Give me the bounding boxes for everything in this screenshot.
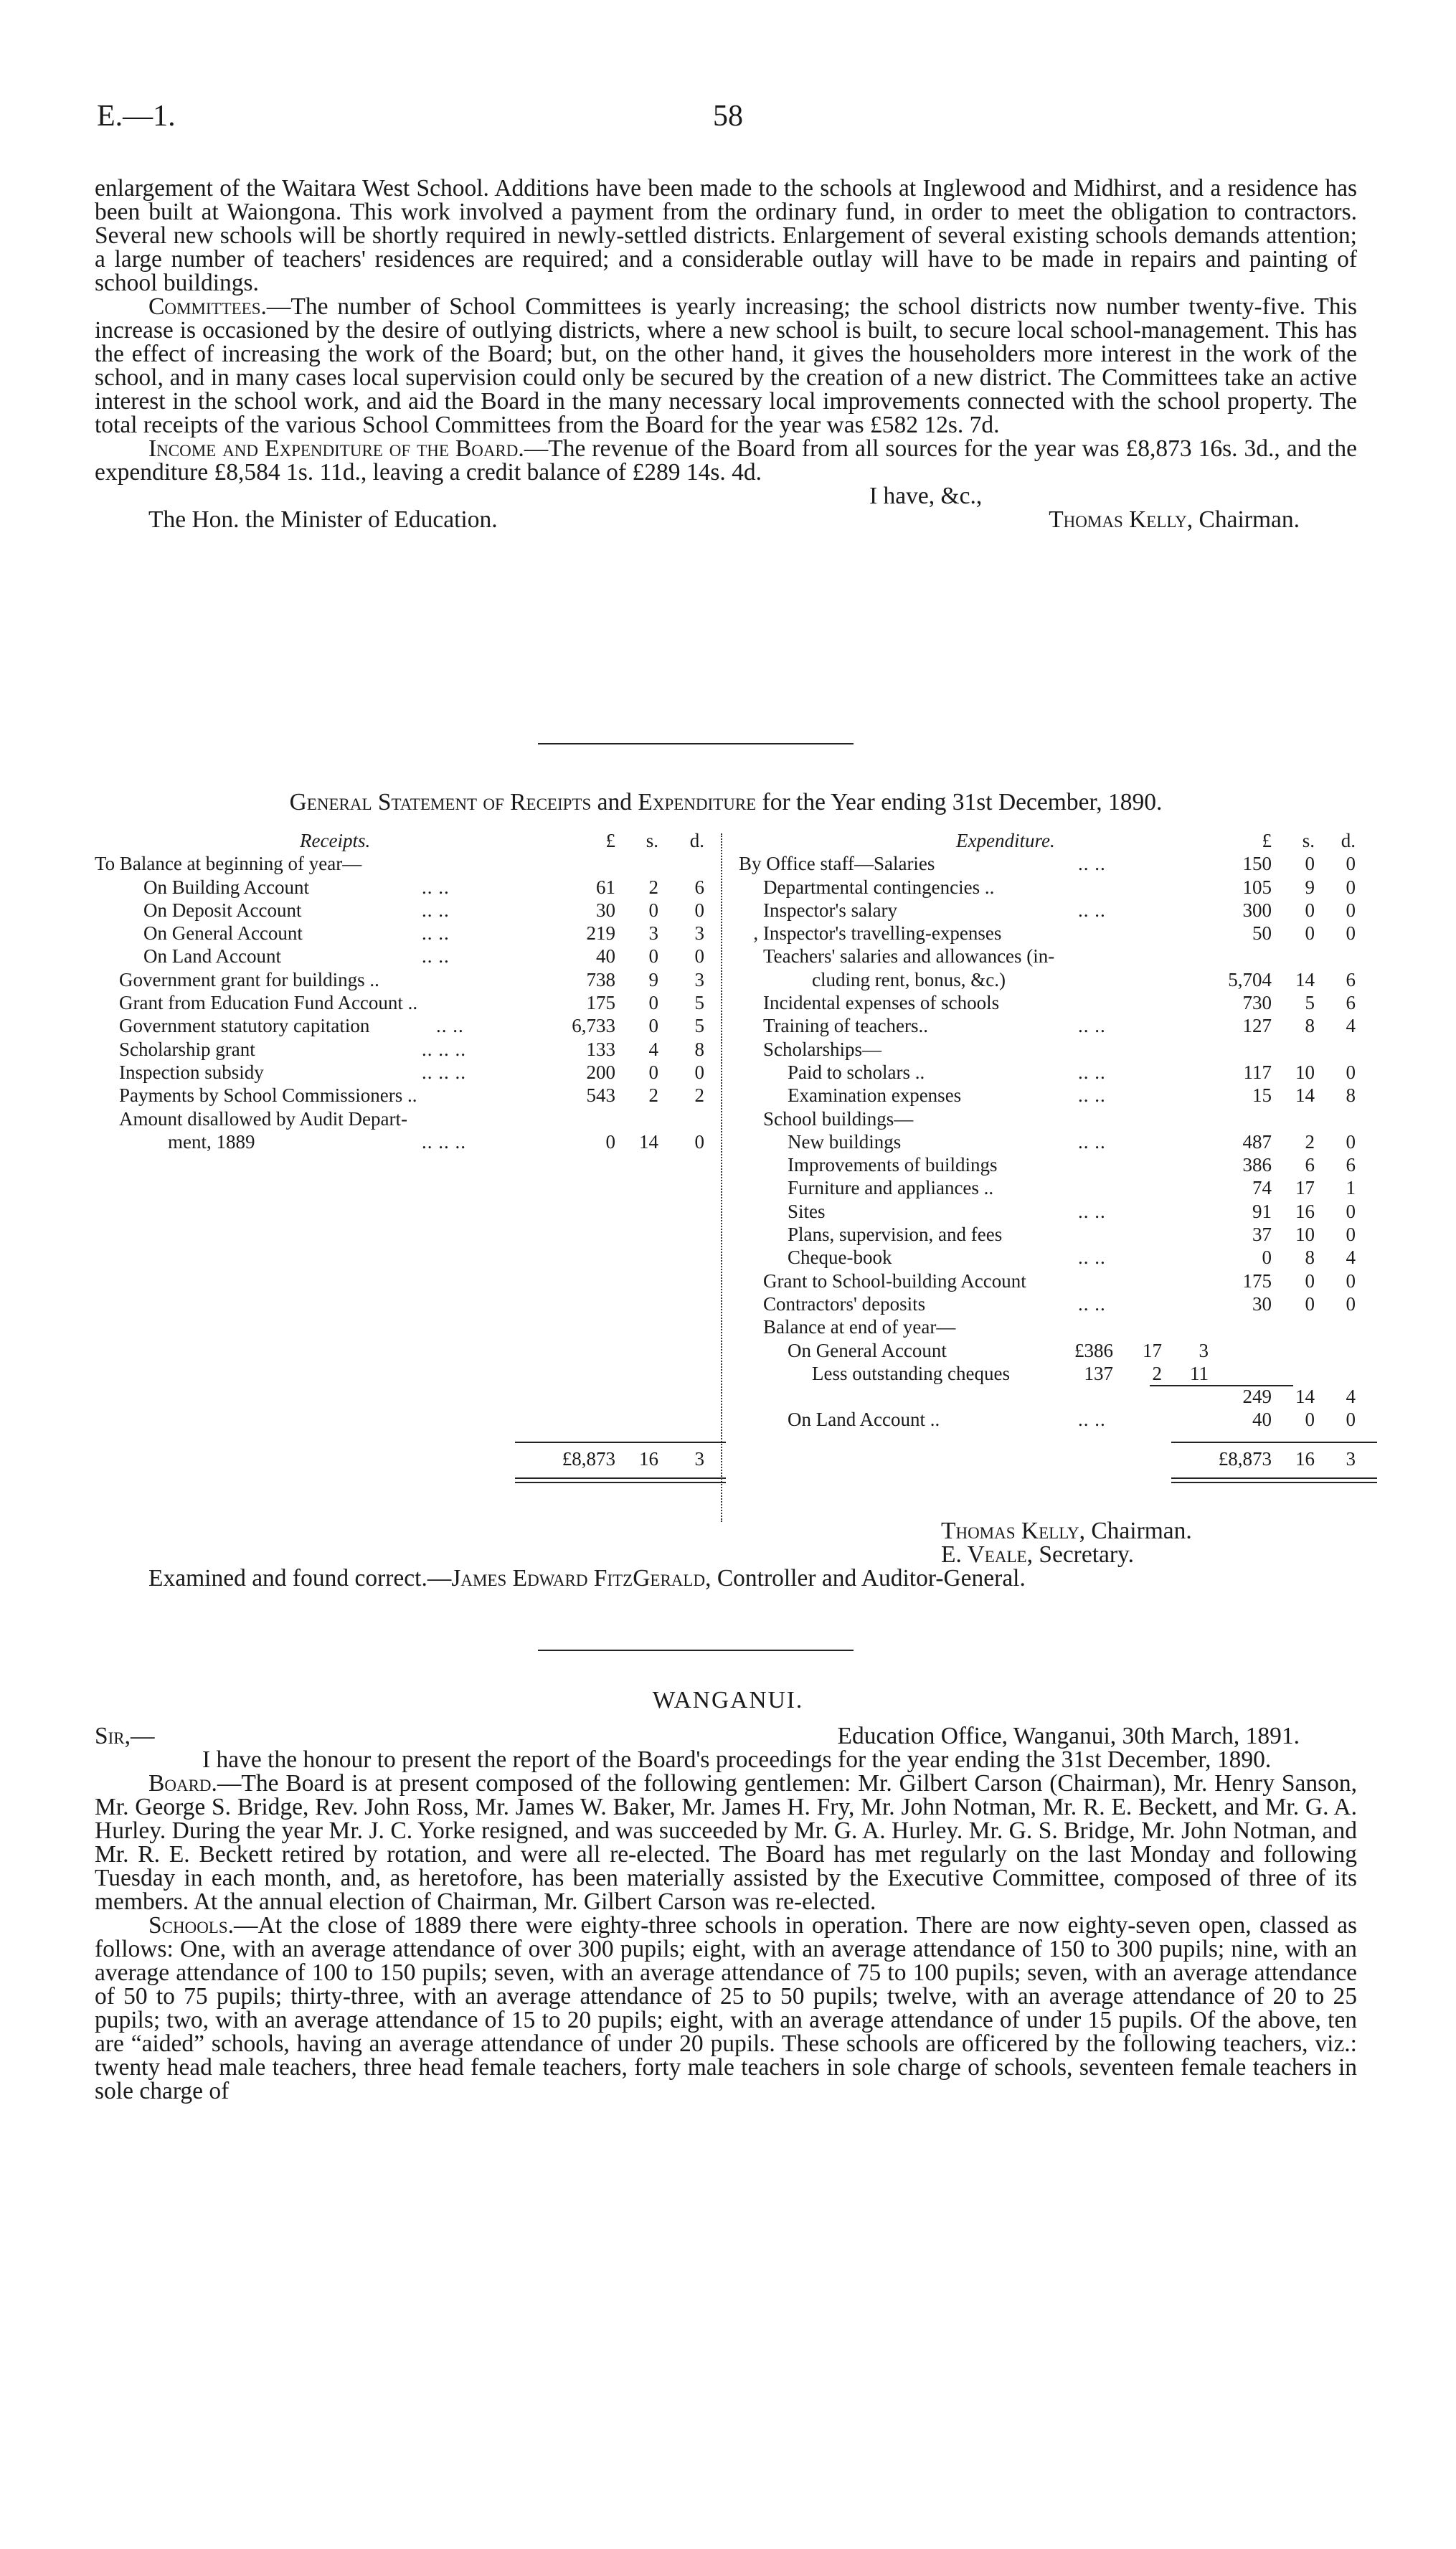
receipts-row xyxy=(95,1038,712,1061)
expenditure-row xyxy=(739,1408,1356,1431)
expenditure-row-value-1: 10 xyxy=(1295,1224,1315,1246)
expenditure-heading: Expenditure. xyxy=(956,830,1055,851)
expenditure-row-label: Sites xyxy=(788,1200,826,1222)
expenditure-row-value-2: 0 xyxy=(1346,1200,1356,1222)
page-header xyxy=(97,99,1359,142)
receipts-row-label: Government grant for buildings .. xyxy=(119,968,379,990)
expenditure-row xyxy=(739,1339,1356,1362)
expenditure-row-inner-1: 17 xyxy=(1143,1339,1162,1361)
receipts-double-rule xyxy=(515,1477,726,1483)
expenditure-row-value-2: 0 xyxy=(1346,1130,1356,1153)
income-text: —The revenue of the Board from all sources for the year was £8,873 16s. 3d., and the expenditure £8,584 1s. 11d., leaving a credit balance of £289 14s. 4d. xyxy=(95,435,1357,486)
expenditure-row-value-1: 9 xyxy=(1305,876,1315,898)
secretary-signature xyxy=(95,1543,1321,1566)
expenditure-row-value-1: 6 xyxy=(1305,1154,1315,1176)
audit-line xyxy=(95,1566,1321,1590)
expenditure-row-inner-0: £386 xyxy=(1074,1339,1113,1361)
receipts-row xyxy=(95,1061,712,1084)
expenditure-row-value-2: 0 xyxy=(1346,1269,1356,1292)
chairman-name: Thomas Kelly xyxy=(941,1518,1079,1544)
dateline: Education Office, Wanganui, 30th March, 1891. xyxy=(837,1723,1300,1749)
statement-title-b: and xyxy=(591,789,638,815)
receipts-row-value-1: 0 xyxy=(648,899,658,921)
expenditure-row-leader: .. .. xyxy=(1078,1409,1106,1431)
receipts-row-leader: .. .. .. xyxy=(422,1130,466,1153)
receipts-row-value-2: 8 xyxy=(694,1038,704,1060)
receipts-row-value-0: 61 xyxy=(596,876,615,898)
expenditure-row xyxy=(739,991,1356,1014)
expenditure-row-value-0: 74 xyxy=(1252,1177,1272,1199)
receipts-heading: Receipts. xyxy=(300,830,371,851)
statement-title-d: for the Year ending 31st December, 1890. xyxy=(756,789,1163,815)
expenditure-row-value-0: 127 xyxy=(1242,1015,1272,1037)
expenditure-row xyxy=(739,922,1356,945)
expenditure-row-value-2: 0 xyxy=(1346,1292,1356,1315)
receipts-column xyxy=(95,829,712,1483)
expenditure-row-value-2: 6 xyxy=(1346,1154,1356,1176)
receipts-row-label: On Building Account xyxy=(143,876,309,898)
receipts-row-label: Amount disallowed by Audit Depart- xyxy=(119,1107,407,1130)
expenditure-row-inner-2: 11 xyxy=(1190,1362,1209,1384)
expenditure-row-value-0: 15 xyxy=(1252,1084,1272,1107)
receipts-row xyxy=(95,1014,712,1037)
expenditure-row-value-0: 730 xyxy=(1242,992,1272,1014)
expenditure-row xyxy=(739,1385,1356,1408)
receipts-row-value-0: 0 xyxy=(605,1130,615,1153)
expenditure-currency-0: £ xyxy=(1262,830,1272,851)
receipts-row-value-1: 2 xyxy=(648,1084,658,1107)
statement-title-c: Expenditure xyxy=(638,789,757,815)
expenditure-row-value-2: 0 xyxy=(1346,1224,1356,1246)
expenditure-row-value-2: 4 xyxy=(1346,1015,1356,1037)
receipts-row-leader: .. .. xyxy=(422,922,450,945)
expenditure-row-leader: .. .. xyxy=(1078,1247,1106,1269)
receipts-row-value-1: 0 xyxy=(648,945,658,968)
expenditure-row-value-2: 6 xyxy=(1346,968,1356,990)
board-heading: Board. xyxy=(148,1770,217,1797)
expenditure-row-leader: .. .. xyxy=(1078,1061,1106,1083)
expenditure-row xyxy=(739,1107,1356,1130)
receipts-row-value-2: 0 xyxy=(694,899,704,921)
expenditure-row-leader: .. .. xyxy=(1078,1015,1106,1037)
expenditure-row-label: Training of teachers.. xyxy=(763,1015,928,1037)
expenditure-row xyxy=(739,1084,1356,1107)
expenditure-row xyxy=(739,968,1356,991)
receipts-row-label: To Balance at beginning of year— xyxy=(95,853,362,875)
expenditure-row-value-2: 1 xyxy=(1346,1177,1356,1199)
receipts-row-value-1: 0 xyxy=(648,1061,658,1083)
expenditure-currency-1: s. xyxy=(1302,830,1315,851)
expenditure-row xyxy=(739,1292,1356,1315)
expenditure-row-value-0: 117 xyxy=(1243,1061,1272,1083)
expenditure-row-value-1: 8 xyxy=(1305,1015,1315,1037)
expenditure-row-label: , Inspector's travelling-expenses xyxy=(753,922,1002,945)
auditor-name: James Edward FitzGerald xyxy=(451,1565,706,1592)
expenditure-row-leader: .. .. xyxy=(1078,1130,1106,1153)
body-top xyxy=(95,176,1357,531)
receipts-row-label: ment, 1889 xyxy=(168,1130,255,1153)
expenditure-row-value-1: 0 xyxy=(1305,1292,1315,1315)
expenditure-row-label: Examination expenses xyxy=(788,1084,962,1107)
expenditure-row-leader: .. .. xyxy=(1078,1084,1106,1107)
receipts-row xyxy=(95,968,712,991)
expenditure-row-value-0: 105 xyxy=(1242,876,1272,898)
expenditure-row xyxy=(739,876,1356,899)
wanganui-heading: WANGANUI. xyxy=(652,1687,804,1713)
expenditure-row-value-1: 5 xyxy=(1305,992,1315,1014)
expenditure-subtotal-rule xyxy=(1150,1385,1293,1386)
expenditure-row-value-1: 2 xyxy=(1305,1130,1315,1153)
receipts-spacer xyxy=(95,1153,712,1442)
expenditure-row-value-0: 91 xyxy=(1252,1200,1272,1222)
receipts-row-value-1: 4 xyxy=(648,1038,658,1060)
report-code: E.—1. xyxy=(97,100,176,133)
expenditure-currency-2: d. xyxy=(1341,830,1356,851)
expenditure-row xyxy=(739,1269,1356,1292)
chairman-signature xyxy=(95,1519,1321,1543)
receipts-row-value-2: 0 xyxy=(694,945,704,968)
paragraph-buildings: enlargement of the Waitara West School. Additions have been made to the schools at Inglewood and Midhirst, and a residence has been built at Waiongona. This work involved a payment from the ordinary fund, in order to meet the obligation to contractors. Several new schools will be shortly required in newly-settled districts. Enlargement of several existing schools demands attention; a large number of teachers' residences are required; and a considerable outlay will have to be made in repairs and painting of school buildings. xyxy=(95,175,1357,296)
expenditure-row-value-1: 14 xyxy=(1295,1386,1315,1408)
expenditure-row-value-2: 0 xyxy=(1346,876,1356,898)
receipts-row-label: Government statutory capitation xyxy=(119,1015,370,1037)
expenditure-row-value-0: 386 xyxy=(1242,1154,1272,1176)
expenditure-total-2: 3 xyxy=(1346,1447,1356,1470)
expenditure-row-inner-2: 3 xyxy=(1199,1339,1209,1361)
receipts-row-value-2: 0 xyxy=(694,1061,704,1083)
receipts-row xyxy=(95,991,712,1014)
expenditure-row-label: Furniture and appliances .. xyxy=(788,1177,994,1199)
schools-heading: Schools. xyxy=(148,1912,235,1939)
expenditure-row xyxy=(739,1038,1356,1061)
signature-line xyxy=(95,508,1357,531)
section-rule xyxy=(538,743,854,744)
expenditure-row-label: Grant to School-building Account xyxy=(763,1269,1026,1292)
receipts-row xyxy=(95,899,712,922)
expenditure-row-value-0: 300 xyxy=(1242,899,1272,921)
receipts-row-value-0: 738 xyxy=(586,968,615,990)
receipts-row xyxy=(95,1130,712,1153)
section-rule-2 xyxy=(538,1650,854,1651)
receipts-row-label: Inspection subsidy xyxy=(119,1061,264,1083)
receipts-row-leader: .. .. .. xyxy=(422,1038,466,1060)
expenditure-row-value-1: 0 xyxy=(1305,899,1315,921)
expenditure-row xyxy=(739,1362,1356,1385)
expenditure-row xyxy=(739,945,1356,968)
receipts-row-value-2: 3 xyxy=(694,922,704,945)
chairman-role: , Chairman. xyxy=(1079,1518,1192,1544)
receipts-total-1: 16 xyxy=(639,1447,658,1470)
salutation: Sir,— xyxy=(95,1723,155,1749)
expenditure-row-label: On Land Account .. xyxy=(788,1409,940,1431)
receipts-currency-1: s. xyxy=(646,830,658,851)
receipts-row-label: Scholarship grant xyxy=(119,1038,255,1060)
expenditure-row-value-1: 0 xyxy=(1305,922,1315,945)
expenditure-row-label: Incidental expenses of schools xyxy=(763,992,1000,1014)
audit-line-a: Examined and found correct.— xyxy=(148,1565,452,1592)
receipts-row xyxy=(95,876,712,899)
receipts-row-value-0: 200 xyxy=(586,1061,615,1083)
receipts-row-value-0: 133 xyxy=(586,1038,615,1060)
paragraph-intro: I have the honour to present the report of the Board's proceedings for the year ending the 31st December, 1890. xyxy=(202,1746,1272,1773)
expenditure-row-value-1: 0 xyxy=(1305,1269,1315,1292)
receipts-row-label: On Land Account xyxy=(143,945,281,968)
paragraph-committees xyxy=(95,295,1357,437)
receipts-currency-2: d. xyxy=(689,830,704,851)
expenditure-row xyxy=(739,1130,1356,1153)
expenditure-row-label: Teachers' salaries and allowances (in- xyxy=(763,945,1055,968)
expenditure-row-value-2: 8 xyxy=(1346,1084,1356,1107)
expenditure-row-value-0: 50 xyxy=(1252,922,1272,945)
expenditure-total-row xyxy=(739,1447,1356,1470)
expenditure-row-value-1: 8 xyxy=(1305,1247,1315,1269)
expenditure-row-label: On General Account xyxy=(788,1339,947,1361)
expenditure-row-value-0: 5,704 xyxy=(1228,968,1272,990)
expenditure-total-rule xyxy=(1171,1442,1377,1443)
expenditure-row-value-1: 14 xyxy=(1295,1084,1315,1107)
expenditure-row-label: Scholarships— xyxy=(763,1038,881,1060)
expenditure-row-value-2: 0 xyxy=(1346,1061,1356,1083)
expenditure-row-inner-1: 2 xyxy=(1152,1362,1162,1384)
expenditure-row-value-0: 40 xyxy=(1252,1409,1272,1431)
expenditure-row-label: Inspector's salary xyxy=(763,899,898,921)
expenditure-row-value-0: 0 xyxy=(1262,1247,1272,1269)
receipts-row-value-0: 40 xyxy=(596,945,615,968)
committees-text: —The number of School Committees is yearly increasing; the school districts now number twenty-five. This increase is occasioned by the desire of outlying districts, where a new school is built, to secure local school-management. This has the effect of increasing the work of the Board; but, on the other hand, it gives the householders more interest in the work of the school, and in many cases local supervision could only be secured by the creation of a new district. The Committees take an active interest in the school work, and aid the Board in the many necessary local improvements connected with the school property. The total receipts of the various School Committees from the Board for the year was £582 12s. 7d. xyxy=(95,293,1357,438)
expenditure-row xyxy=(739,899,1356,922)
expenditure-row xyxy=(739,1200,1356,1223)
receipts-row-value-2: 0 xyxy=(694,1130,704,1153)
expenditure-row-leader: .. .. xyxy=(1078,899,1106,921)
expenditure-row-label: Contractors' deposits xyxy=(763,1292,926,1315)
expenditure-double-rule xyxy=(1171,1477,1377,1483)
receipts-row-label: Payments by School Commissioners .. xyxy=(119,1084,417,1107)
expenditure-row xyxy=(739,1176,1356,1199)
expenditure-heading-row xyxy=(739,829,1356,852)
receipts-row xyxy=(95,1084,712,1107)
expenditure-row-label: Balance at end of year— xyxy=(763,1316,956,1338)
expenditure-row-value-1: 16 xyxy=(1295,1200,1315,1222)
receipts-row-value-2: 2 xyxy=(694,1084,704,1107)
receipts-row-label: On General Account xyxy=(143,922,303,945)
receipts-row-value-2: 5 xyxy=(694,1015,704,1037)
expenditure-row-value-2: 0 xyxy=(1346,853,1356,875)
paragraph-board xyxy=(95,1772,1357,1914)
signatures-block xyxy=(95,1519,1321,1590)
expenditure-row-value-1: 17 xyxy=(1295,1177,1315,1199)
expenditure-row-label: School buildings— xyxy=(763,1107,914,1130)
receipts-row-value-1: 2 xyxy=(648,876,658,898)
expenditure-row-value-2: 4 xyxy=(1346,1247,1356,1269)
column-divider xyxy=(721,833,722,1522)
receipts-row-value-0: 543 xyxy=(586,1084,615,1107)
receipts-row-value-1: 3 xyxy=(648,922,658,945)
body-wanganui xyxy=(95,1724,1357,2103)
auditor-role: , Controller and Auditor-General. xyxy=(705,1565,1026,1592)
expenditure-row-value-2: 4 xyxy=(1346,1386,1356,1408)
expenditure-row xyxy=(739,1014,1356,1037)
closing-phrase: I have, &c., xyxy=(869,483,983,509)
expenditure-total-1: 16 xyxy=(1295,1447,1315,1470)
signatory-role: , Chairman. xyxy=(1186,506,1300,533)
expenditure-row-label: By Office staff—Salaries xyxy=(739,853,935,875)
board-text: —The Board is at present composed of the following gentlemen: Mr. Gilbert Carson (Chairman), Mr. Henry Sanson, Mr. George S. Bridge, Rev. John Ross, Mr. James W. Baker, Mr. James H. Fry, Mr. John Notman, Mr. R. E. Beckett, and Mr. G. A. Hurley. During the year Mr. J. C. Yorke resigned, and was succeeded by Mr. G. A. Hurley. Mr. G. S. Bridge, Mr. John Notman, and Mr. R. E. Beckett retired by rotation, and were all re-elected. The Board has met regularly on the last Monday and following Tuesday in each month, and, as heretofore, has been materially assisted by the Executive Committee, composed of three of its members. At the annual election of Chairman, Mr. Gilbert Carson was re-elected. xyxy=(95,1770,1357,1915)
receipts-total-row xyxy=(95,1447,712,1470)
expenditure-row-value-1: 0 xyxy=(1305,1409,1315,1431)
receipts-row-leader: .. .. xyxy=(422,899,450,921)
receipts-row-label: On Deposit Account xyxy=(143,899,302,921)
receipts-row xyxy=(95,945,712,968)
expenditure-column xyxy=(739,829,1356,1483)
expenditure-row-value-2: 6 xyxy=(1346,992,1356,1014)
expenditure-row-label: Less outstanding cheques xyxy=(812,1362,1010,1384)
expenditure-row-label: Departmental contingencies .. xyxy=(763,876,995,898)
receipts-row-value-2: 6 xyxy=(694,876,704,898)
receipts-row-label: Grant from Education Fund Account .. xyxy=(119,992,418,1014)
expenditure-row-value-0: 249 xyxy=(1242,1386,1272,1408)
receipts-row-leader: .. .. xyxy=(422,876,450,898)
signatory xyxy=(1049,508,1357,531)
receipts-heading-row xyxy=(95,829,712,852)
expenditure-row-label: Improvements of buildings xyxy=(788,1154,998,1176)
expenditure-row-value-0: 30 xyxy=(1252,1292,1272,1315)
expenditure-row-value-2: 0 xyxy=(1346,899,1356,921)
expenditure-row-value-0: 487 xyxy=(1242,1130,1272,1153)
receipts-row xyxy=(95,852,712,875)
receipts-row-value-2: 5 xyxy=(694,992,704,1014)
expenditure-row-leader: .. .. xyxy=(1078,1292,1106,1315)
receipts-row-value-0: 175 xyxy=(586,992,615,1014)
expenditure-row-label: Paid to scholars .. xyxy=(788,1061,925,1083)
secretary-role: , Secretary. xyxy=(1026,1541,1134,1568)
receipts-row-value-2: 3 xyxy=(694,968,704,990)
receipts-row xyxy=(95,1107,712,1130)
receipts-total-0: £8,873 xyxy=(562,1447,615,1470)
statement-title-a: General Statement of Receipts xyxy=(289,789,592,815)
expenditure-row-leader: .. .. xyxy=(1078,1200,1106,1222)
receipts-row-value-0: 6,733 xyxy=(572,1015,615,1037)
expenditure-row-value-0: 175 xyxy=(1242,1269,1272,1292)
expenditure-row-value-1: 14 xyxy=(1295,968,1315,990)
receipts-total-2: 3 xyxy=(694,1447,704,1470)
expenditure-row xyxy=(739,1223,1356,1246)
committees-heading: Committees. xyxy=(148,293,267,320)
expenditure-row-leader: .. .. xyxy=(1078,853,1106,875)
secretary-name: E. Veale xyxy=(941,1541,1027,1568)
expenditure-row-value-2: 0 xyxy=(1346,1409,1356,1431)
statement-title xyxy=(95,789,1357,816)
expenditure-row-label: New buildings xyxy=(788,1130,902,1153)
receipts-row-leader: .. .. xyxy=(436,1015,464,1037)
receipts-currency-0: £ xyxy=(605,830,615,851)
expenditure-row-value-1: 0 xyxy=(1305,853,1315,875)
schools-text: —At the close of 1889 there were eighty-three schools in operation. There are now eighty-seven open, classed as follows: One, with an average attendance of over 300 pupils; eight, with an average attendance of 150 to 300 pupils; nine, with an average attendance of 100 to 150 pupils; seven, with an average attendance of 75 to 100 pupils; seven, with an average attendance of 50 to 75 pupils; thirty-three, with an average attendance of 25 to 50 pupils; twelve, with an average attendance of 20 to 25 pupils; two, with an average attendance of 15 to 20 pupils; eight, with an average attendance of under 15 pupils. Of the above, ten are “aided” schools, having an average attendance of under 20 pupils. These schools are officered by the following teachers, viz.: twenty head male teachers, three head female teachers, forty male teachers in sole charge of schools, seventeen female teachers in sole charge of xyxy=(95,1912,1357,2104)
expenditure-row xyxy=(739,1153,1356,1176)
receipts-row-value-1: 9 xyxy=(648,968,658,990)
expenditure-row-inner-0: 137 xyxy=(1084,1362,1113,1384)
expenditure-row xyxy=(739,1315,1356,1338)
page-number: 58 xyxy=(713,100,743,133)
receipts-row xyxy=(95,922,712,945)
salutation-line xyxy=(95,1724,1357,1748)
receipts-row-value-1: 0 xyxy=(648,992,658,1014)
receipts-row-value-1: 0 xyxy=(648,1015,658,1037)
income-heading: Income and Expenditure of the Board. xyxy=(148,435,524,462)
receipts-row-leader: .. .. xyxy=(422,945,450,968)
receipts-row-value-0: 219 xyxy=(586,922,615,945)
expenditure-row-value-1: 10 xyxy=(1295,1061,1315,1083)
expenditure-row-label: Cheque-book xyxy=(788,1247,892,1269)
expenditure-row-label: cluding rent, bonus, &c.) xyxy=(812,968,1006,990)
receipts-row-value-1: 14 xyxy=(639,1130,658,1153)
receipts-total-rule xyxy=(515,1442,726,1443)
expenditure-row xyxy=(739,1246,1356,1269)
receipts-row-value-0: 30 xyxy=(596,899,615,921)
expenditure-spacer xyxy=(739,1432,1356,1442)
expenditure-row-value-0: 37 xyxy=(1252,1224,1272,1246)
expenditure-row-value-0: 150 xyxy=(1242,853,1272,875)
paragraph-schools xyxy=(95,1914,1357,2103)
expenditure-row-value-2: 0 xyxy=(1346,922,1356,945)
receipts-row-leader: .. .. .. xyxy=(422,1061,466,1083)
paragraph-income xyxy=(95,437,1357,484)
expenditure-row-label: Plans, supervision, and fees xyxy=(788,1224,1003,1246)
expenditure-row xyxy=(739,852,1356,875)
signatory-name: Thomas Kelly xyxy=(1049,506,1187,533)
expenditure-total-0: £8,873 xyxy=(1218,1447,1272,1470)
addressee: The Hon. the Minister of Education. xyxy=(148,506,498,533)
expenditure-row xyxy=(739,1061,1356,1084)
